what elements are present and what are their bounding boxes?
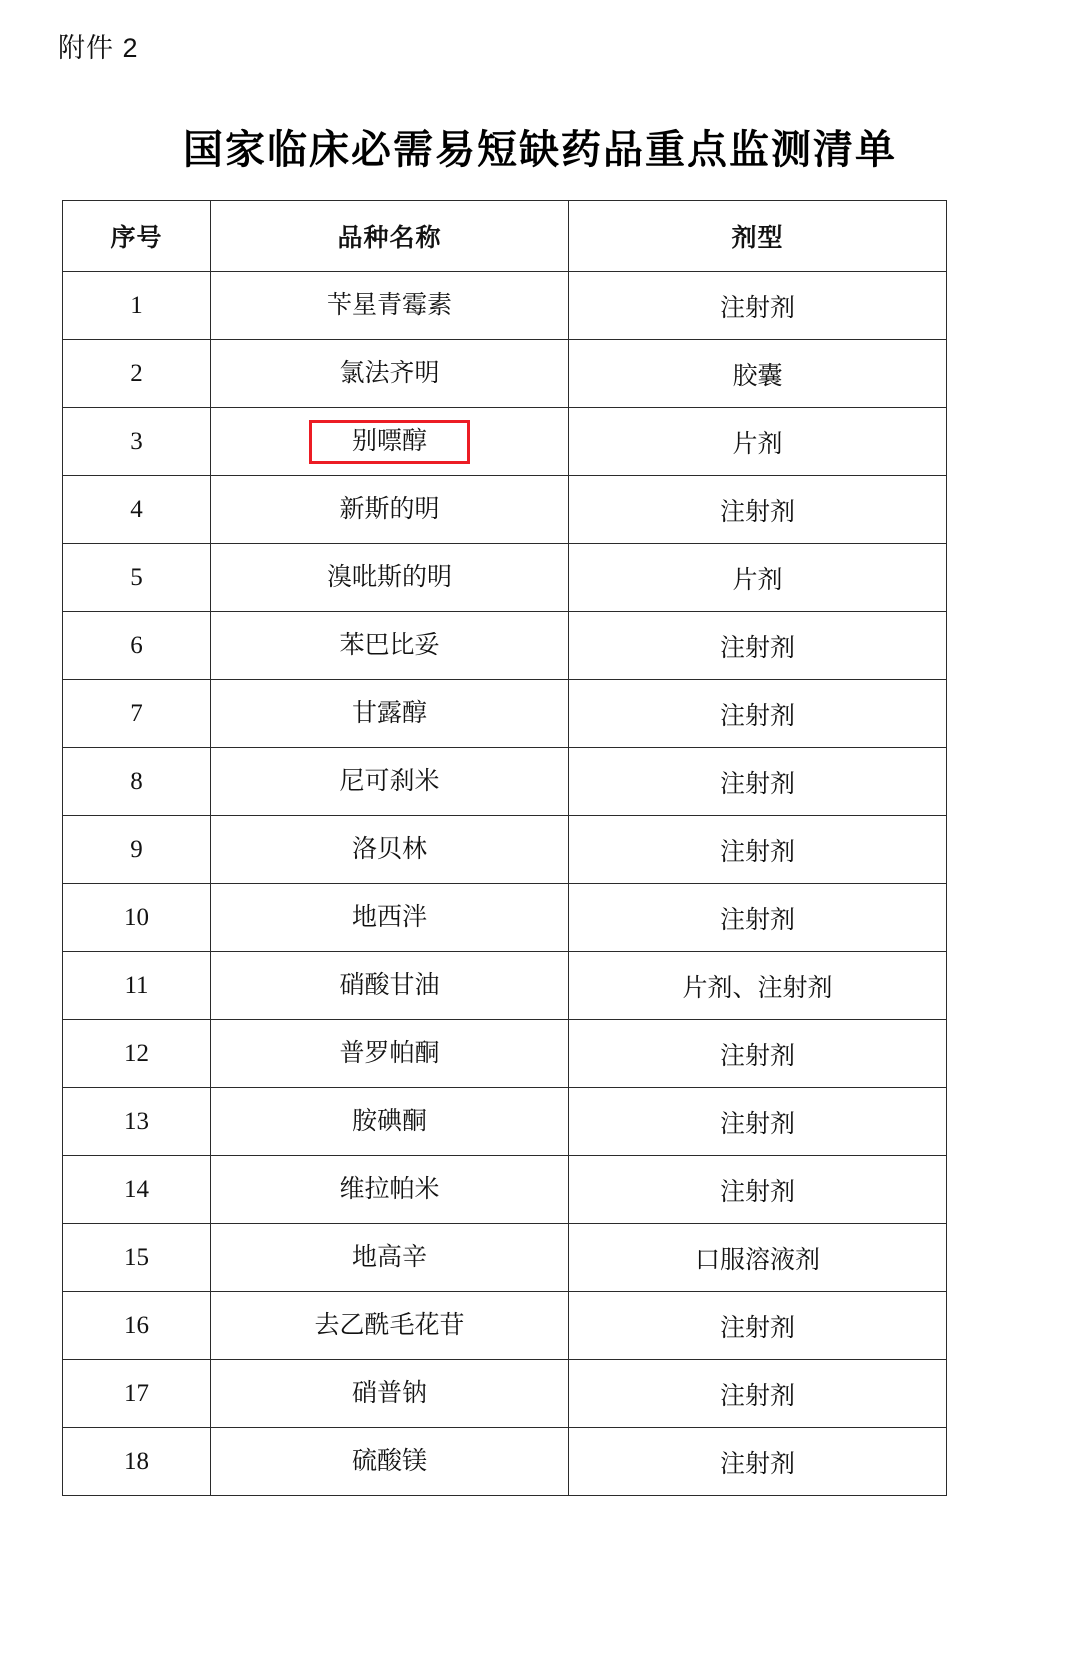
cell-name <box>211 476 569 544</box>
column-header-form: 剂型 <box>569 201 947 272</box>
cell-name <box>211 748 569 816</box>
table-row <box>63 408 947 476</box>
cell-name <box>211 1428 569 1496</box>
cell-index: 18 <box>63 1428 211 1496</box>
highlighted-drug-name: 别嘌醇 <box>309 420 470 464</box>
drug-list-table-container <box>62 200 946 1496</box>
cell-name <box>211 1020 569 1088</box>
cell-name <box>211 952 569 1020</box>
cell-index: 16 <box>63 1292 211 1360</box>
cell-index: 5 <box>63 544 211 612</box>
drug-name: 地高辛 <box>351 1243 427 1271</box>
cell-name <box>211 1292 569 1360</box>
cell-index: 1 <box>63 272 211 340</box>
drug-name: 地西泮 <box>351 903 427 931</box>
cell-index: 4 <box>63 476 211 544</box>
drug-name: 去乙酰毛花苷 <box>314 1311 465 1339</box>
table-header <box>63 201 947 272</box>
cell-name <box>211 272 569 340</box>
cell-form: 口服溶液剂 <box>569 1224 947 1292</box>
table-row <box>63 1020 947 1088</box>
cell-index: 13 <box>63 1088 211 1156</box>
cell-form: 注射剂 <box>569 1360 947 1428</box>
attachment-label: 附件 2 <box>58 33 139 63</box>
column-header-name: 品种名称 <box>211 201 569 272</box>
cell-index: 14 <box>63 1156 211 1224</box>
cell-index: 7 <box>63 680 211 748</box>
cell-form: 胶囊 <box>569 340 947 408</box>
drug-list-table <box>62 200 947 1496</box>
cell-form: 注射剂 <box>569 748 947 816</box>
cell-name <box>211 680 569 748</box>
cell-form: 注射剂 <box>569 1020 947 1088</box>
cell-name <box>211 408 569 476</box>
cell-name <box>211 1360 569 1428</box>
cell-form: 注射剂 <box>569 1428 947 1496</box>
table-row <box>63 544 947 612</box>
table-row <box>63 884 947 952</box>
cell-form: 注射剂 <box>569 680 947 748</box>
table-header-row <box>63 201 947 272</box>
table-row <box>63 1224 947 1292</box>
cell-form: 注射剂 <box>569 1088 947 1156</box>
table-row <box>63 1428 947 1496</box>
cell-name <box>211 1088 569 1156</box>
cell-form: 注射剂 <box>569 476 947 544</box>
cell-form: 片剂、注射剂 <box>569 952 947 1020</box>
cell-name <box>211 1224 569 1292</box>
cell-name <box>211 612 569 680</box>
cell-name <box>211 884 569 952</box>
table-row <box>63 1292 947 1360</box>
cell-form: 注射剂 <box>569 1292 947 1360</box>
cell-name <box>211 544 569 612</box>
cell-index: 9 <box>63 816 211 884</box>
cell-index: 2 <box>63 340 211 408</box>
table-row <box>63 1360 947 1428</box>
cell-name <box>211 1156 569 1224</box>
cell-name <box>211 340 569 408</box>
cell-form: 注射剂 <box>569 612 947 680</box>
drug-name: 新斯的明 <box>339 495 440 523</box>
table-row <box>63 1156 947 1224</box>
drug-name: 氯法齐明 <box>339 359 440 387</box>
table-row <box>63 1088 947 1156</box>
drug-name: 硝酸甘油 <box>339 971 440 999</box>
cell-index: 3 <box>63 408 211 476</box>
cell-form: 片剂 <box>569 408 947 476</box>
drug-name: 维拉帕米 <box>339 1175 440 1203</box>
drug-name: 苄星青霉素 <box>326 291 452 319</box>
table-row <box>63 340 947 408</box>
page-title: 国家临床必需易短缺药品重点监测清单 <box>183 128 897 172</box>
cell-index: 11 <box>63 952 211 1020</box>
drug-name: 硫酸镁 <box>351 1447 427 1475</box>
drug-name: 溴吡斯的明 <box>326 563 452 591</box>
cell-form: 注射剂 <box>569 1156 947 1224</box>
drug-name: 硝普钠 <box>351 1379 427 1407</box>
table-row <box>63 612 947 680</box>
drug-name: 洛贝林 <box>351 835 427 863</box>
drug-name: 尼可刹米 <box>339 767 440 795</box>
table-row <box>63 816 947 884</box>
cell-name <box>211 816 569 884</box>
drug-name: 普罗帕酮 <box>339 1039 440 1067</box>
cell-index: 12 <box>63 1020 211 1088</box>
table-row <box>63 272 947 340</box>
cell-form: 注射剂 <box>569 884 947 952</box>
table-body <box>63 272 947 1496</box>
cell-form: 片剂 <box>569 544 947 612</box>
cell-form: 注射剂 <box>569 272 947 340</box>
drug-name: 甘露醇 <box>351 699 427 727</box>
cell-form: 注射剂 <box>569 816 947 884</box>
table-row <box>63 952 947 1020</box>
cell-index: 15 <box>63 1224 211 1292</box>
drug-name: 苯巴比妥 <box>339 631 440 659</box>
cell-index: 17 <box>63 1360 211 1428</box>
table-row <box>63 680 947 748</box>
table-row <box>63 748 947 816</box>
table-row <box>63 476 947 544</box>
cell-index: 8 <box>63 748 211 816</box>
cell-index: 6 <box>63 612 211 680</box>
cell-index: 10 <box>63 884 211 952</box>
drug-name: 胺碘酮 <box>351 1107 427 1135</box>
column-header-index: 序号 <box>63 201 211 272</box>
